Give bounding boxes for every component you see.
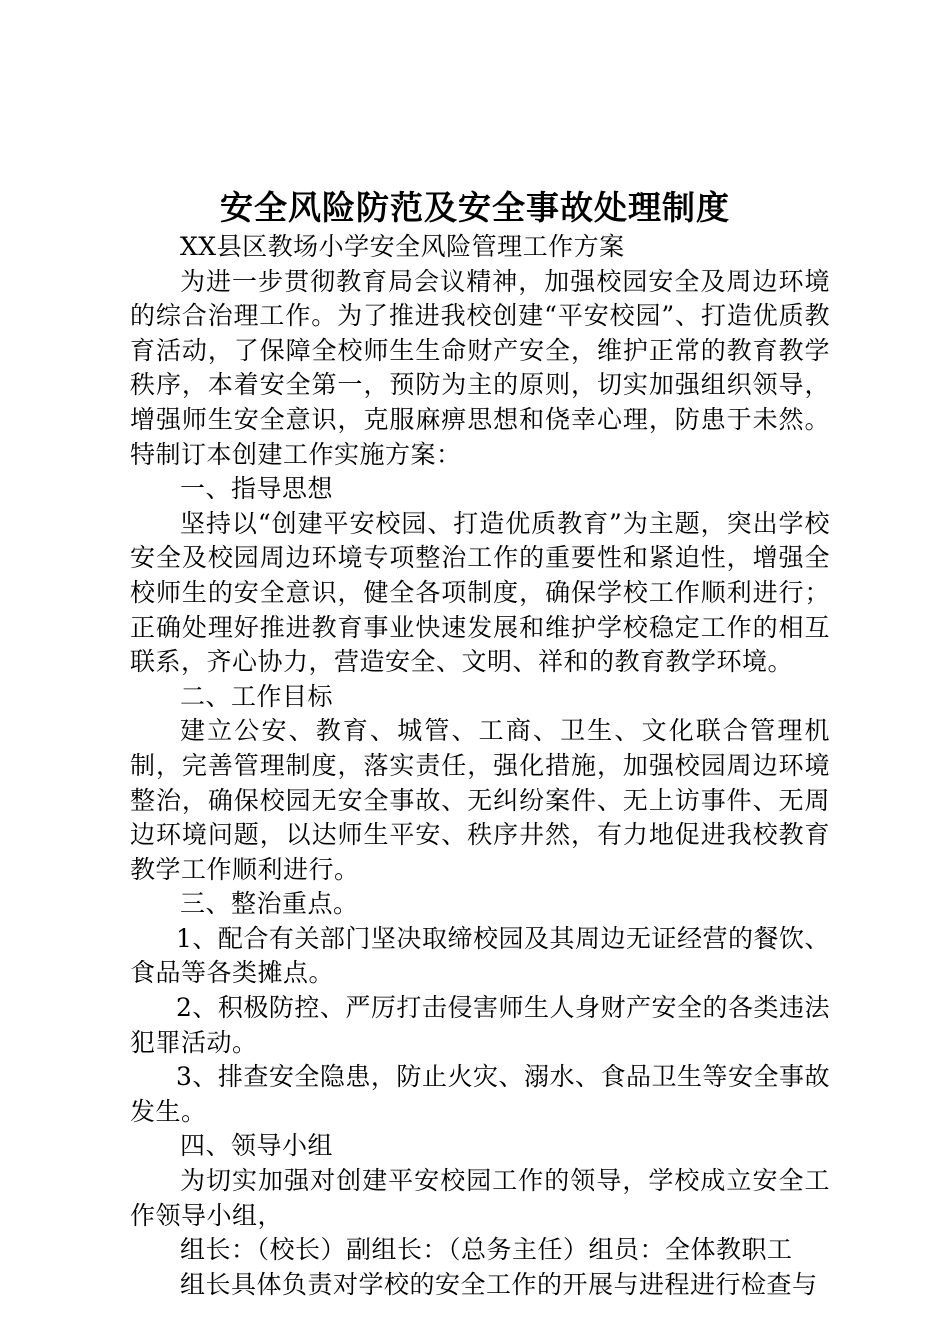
document-body xyxy=(130,230,830,1302)
work-goals-paragraph: 建立公安、教育、城管、工商、卫生、文化联合管理机制，完善管理制度，落实责任，强化措施，加强校园周边环境整治，确保校园无安全事故、无纠纷案件、无上访事件、无周边环境问题，以达师生平安、秩序井然，有力地促进我校教育教学工作顺利进行。 xyxy=(130,716,830,884)
section-heading-guiding-ideology: 一、指导思想 xyxy=(180,474,334,504)
section-heading-work-goals: 二、工作目标 xyxy=(180,681,334,711)
rectification-item-1: 1、配合有关部门坚决取缔校园及其周边无证经营的餐饮、食品等各类摊点。 xyxy=(130,923,830,988)
plan-subtitle: XX县区教场小学安全风险管理工作方案 xyxy=(180,232,625,261)
section-heading-rectification-focus: 三、整治重点。 xyxy=(180,889,359,919)
rectification-item-2: 2、积极防控、严厉打击侵害师生人身财产安全的各类违法犯罪活动。 xyxy=(130,993,830,1057)
leader-duty-paragraph: 组长具体负责对学校的安全工作的开展与进程进行检查与 xyxy=(180,1269,818,1299)
intro-paragraph: 为进一步贯彻教育局会议精神，加强校园安全及周边环境的综合治理工作。为了推进我校创建“平安校园”、打造优质教育活动，了保障全校师生生命财产安全，维护正常的教育教学秩序，本着安全第一，预防为主的原则，切实加强组织领导，增强师生安全意识，克服麻痹思想和侥幸心理，防患于未然。特制订本创建工作实施方案： xyxy=(130,266,830,469)
rectification-item-3: 3、排查安全隐患，防止火灾、溺水、食品卫生等安全事故发生。 xyxy=(130,1062,830,1126)
guiding-ideology-paragraph: 坚持以“创建平安校园、打造优质教育”为主题，突出学校安全及校园周边环境专项整治工作的重要性和紧迫性，增强全校师生的安全意识，健全各项制度，确保学校工作顺利进行；正确处理好推进教育事业快速发展和维护学校稳定工作的相互联系，齐心协力，营造安全、文明、祥和的教育教学环境。 xyxy=(130,508,830,677)
section-heading-leadership-group: 四、领导小组 xyxy=(180,1131,334,1161)
leadership-group-paragraph: 为切实加强对创建平安校园工作的领导，学校成立安全工作领导小组， xyxy=(130,1166,830,1230)
leadership-members-line: 组长：（校长）副组长：（总务主任）组员：全体教职工 xyxy=(180,1235,793,1265)
document-title: 安全风险防范及安全事故处理制度 xyxy=(220,188,730,227)
